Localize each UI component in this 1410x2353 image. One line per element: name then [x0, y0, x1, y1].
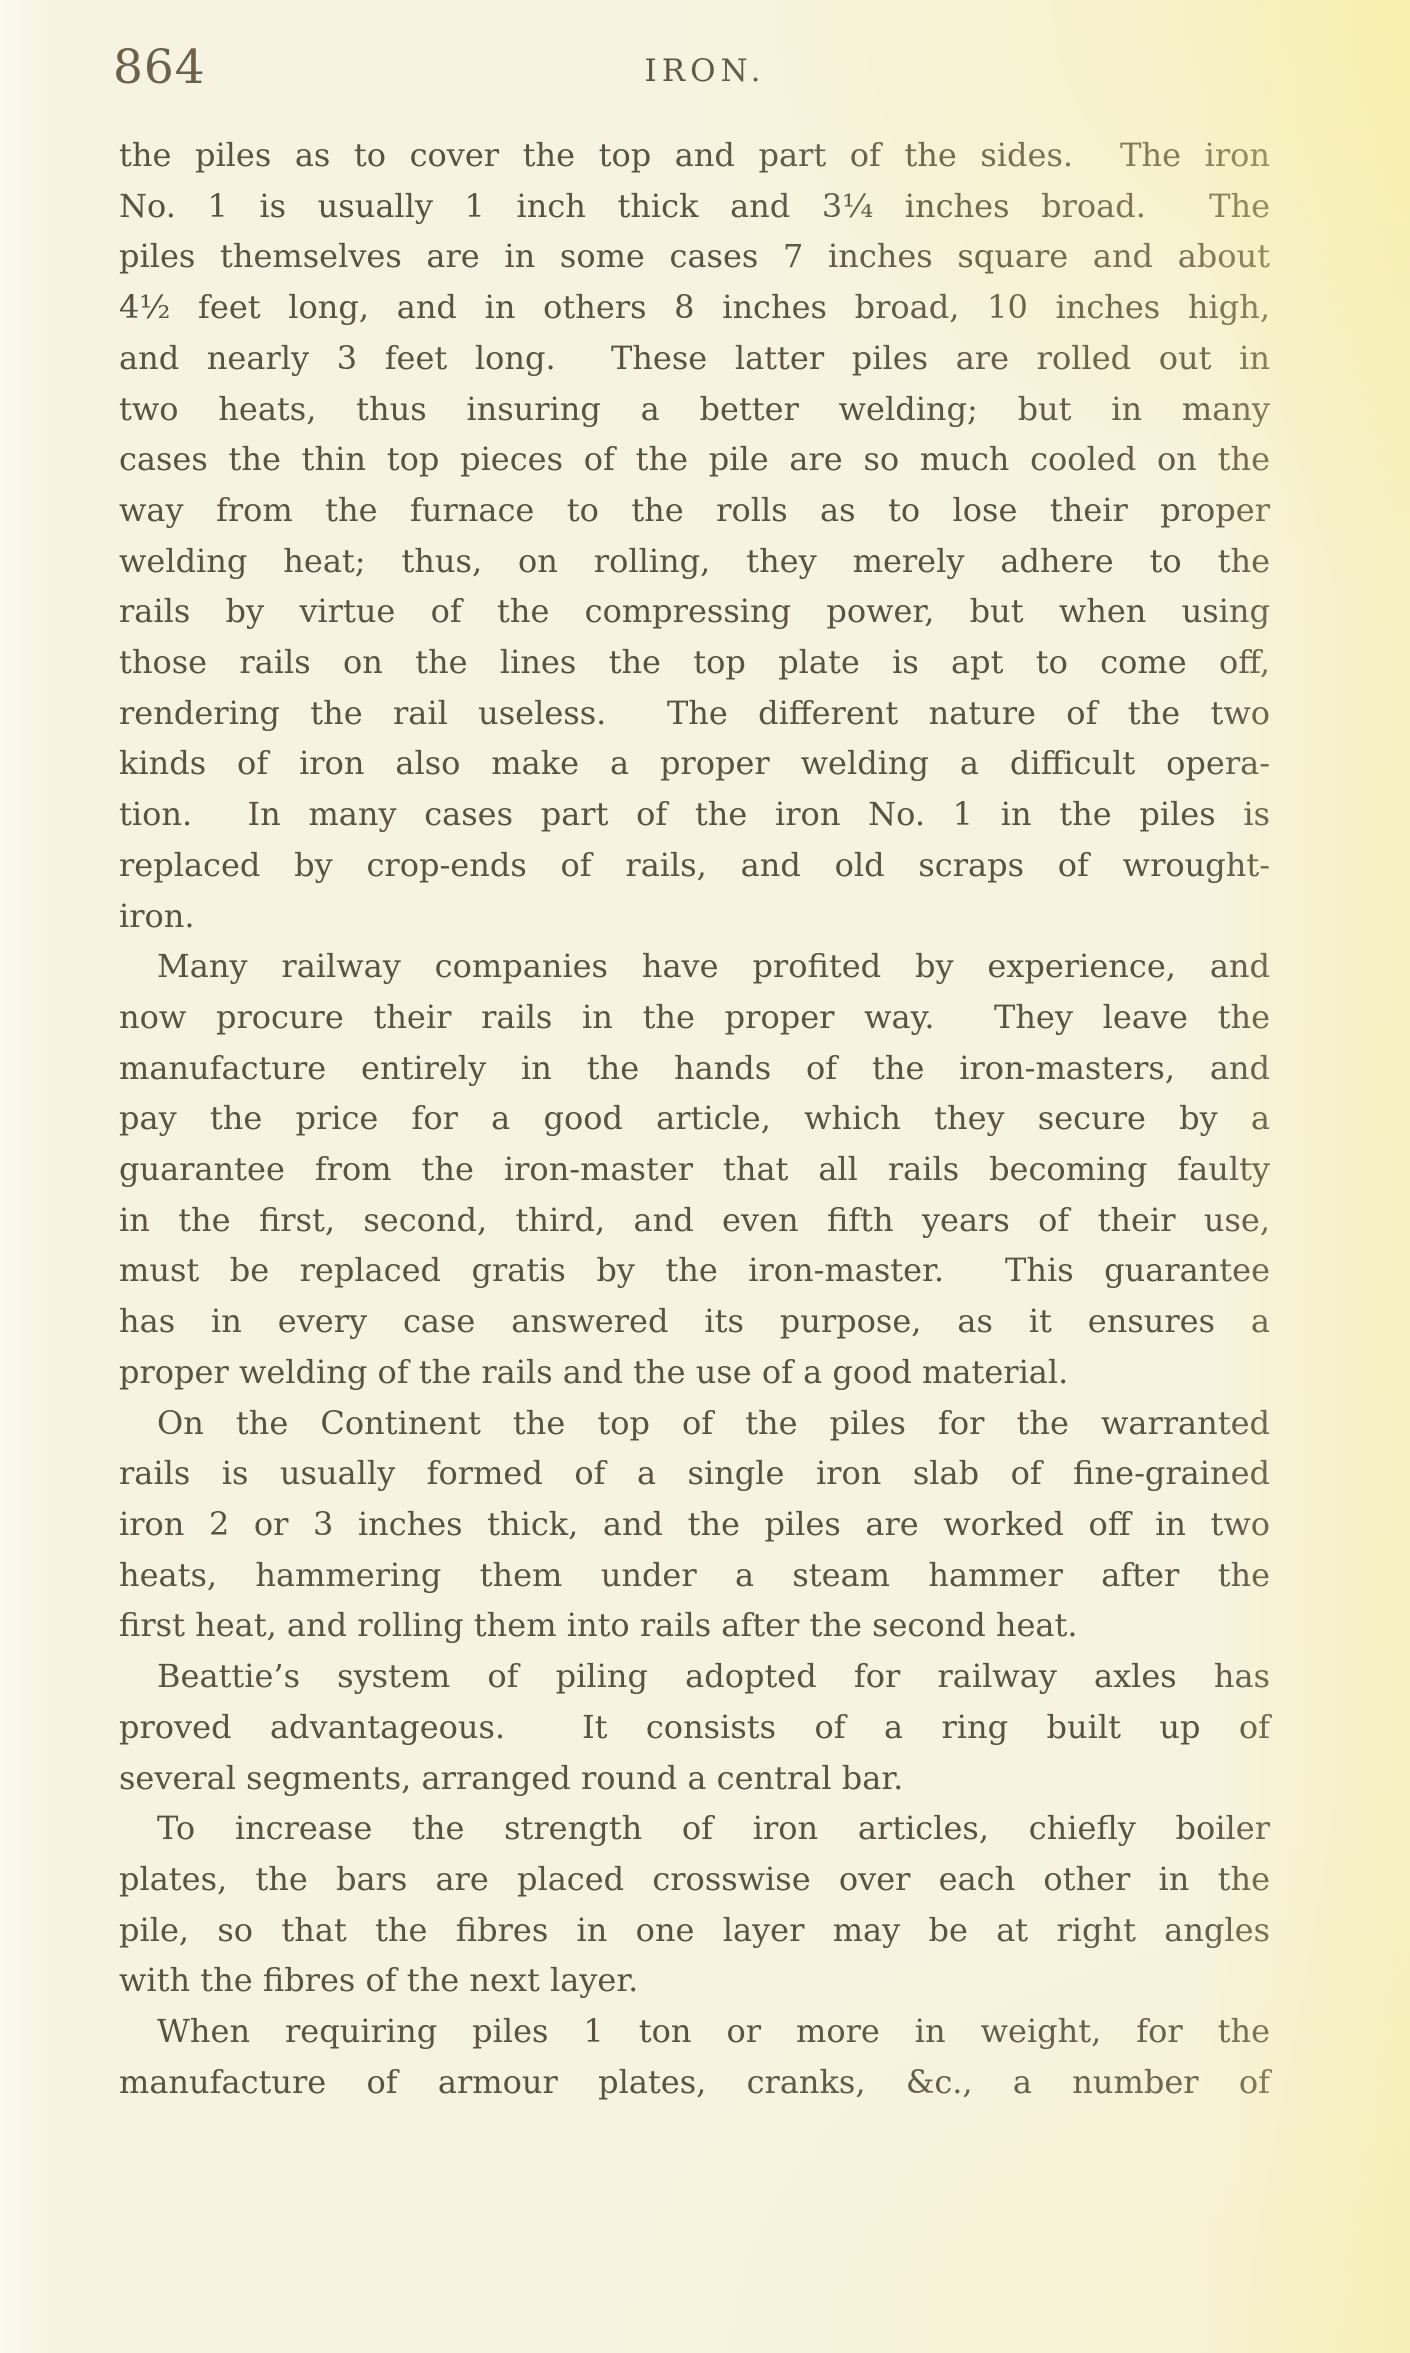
text-line: with the fibres of the next layer.	[119, 1961, 639, 2000]
text-line: pile, so that the fibres in one layer may be at right angles	[119, 1910, 1270, 1949]
text-line: piles themselves are in some cases 7 inches square and about	[119, 237, 1270, 276]
text-line: has in every case answered its purpose, as it ensures a	[119, 1302, 1270, 1341]
text-line: manufacture entirely in the hands of the iron-masters, and	[119, 1048, 1270, 1087]
text-line: iron.	[119, 896, 195, 935]
text-line: welding heat; thus, on rolling, they merely adhere to the	[119, 541, 1270, 580]
text-line: rails is usually formed of a single iron slab of fine-grained	[119, 1454, 1270, 1493]
text-line: 4½ feet long, and in others 8 inches broad, 10 inches high,	[119, 288, 1270, 327]
text-line: manufacture of armour plates, cranks, &c., a number of	[119, 2062, 1270, 2101]
text-line: the piles as to cover the top and part of the sides. The iron	[119, 136, 1270, 174]
text-line: way from the furnace to the rolls as to lose their proper	[119, 490, 1270, 529]
text-line: cases the thin top pieces of the pile are so much cooled on the	[119, 440, 1270, 479]
text-line: must be replaced gratis by the iron-master. This guarantee	[119, 1251, 1270, 1290]
text-line: rendering the rail useless. The different nature of the two	[119, 693, 1270, 732]
running-title: IRON.	[644, 53, 766, 89]
text-line: On the Continent the top of the piles for the warranted	[157, 1403, 1270, 1442]
text-line: Beattie’s system of piling adopted for railway axles has	[157, 1657, 1270, 1696]
text-line: No. 1 is usually 1 inch thick and 3¼ inches broad. The	[119, 186, 1270, 225]
page-text	[119, 130, 1270, 2107]
text-line: pay the price for a good article, which they secure by a	[119, 1099, 1270, 1138]
text-line: guarantee from the iron-master that all rails becoming faulty	[119, 1150, 1270, 1189]
text-line: kinds of iron also make a proper welding a difficult opera-	[119, 744, 1270, 783]
text-line: proper welding of the rails and the use of a good material.	[119, 1352, 1069, 1391]
text-line: and nearly 3 feet long. These latter piles are rolled out in	[119, 338, 1270, 377]
text-line: When requiring piles 1 ton or more in weight, for the	[157, 2012, 1270, 2051]
text-line: heats, hammering them under a steam hammer after the	[119, 1555, 1270, 1594]
text-line: two heats, thus insuring a better welding; but in many	[119, 389, 1270, 428]
text-line: now procure their rails in the proper way. They leave the	[119, 997, 1270, 1036]
text-line: first heat, and rolling them into rails after the second heat.	[119, 1606, 1078, 1645]
text-line: rails by virtue of the compressing power, but when using	[119, 592, 1270, 631]
text-line: replaced by crop-ends of rails, and old scraps of wrought-	[119, 845, 1270, 884]
page-number: 864	[113, 40, 206, 95]
text-line: To increase the strength of iron articles, chiefly boiler	[157, 1809, 1270, 1848]
text-line: tion. In many cases part of the iron No. 1 in the piles is	[119, 795, 1270, 834]
text-line: Many railway companies have profited by experience, and	[157, 947, 1270, 986]
text-line: iron 2 or 3 inches thick, and the piles are worked off in two	[119, 1504, 1270, 1543]
text-line: those rails on the lines the top plate is apt to come off,	[119, 643, 1270, 682]
text-line: several segments, arranged round a central bar.	[119, 1758, 904, 1797]
text-line: plates, the bars are placed crosswise over each other in the	[119, 1859, 1270, 1898]
text-line: proved advantageous. It consists of a ring built up of	[119, 1707, 1270, 1746]
text-line: in the first, second, third, and even fifth years of their use,	[119, 1200, 1270, 1239]
